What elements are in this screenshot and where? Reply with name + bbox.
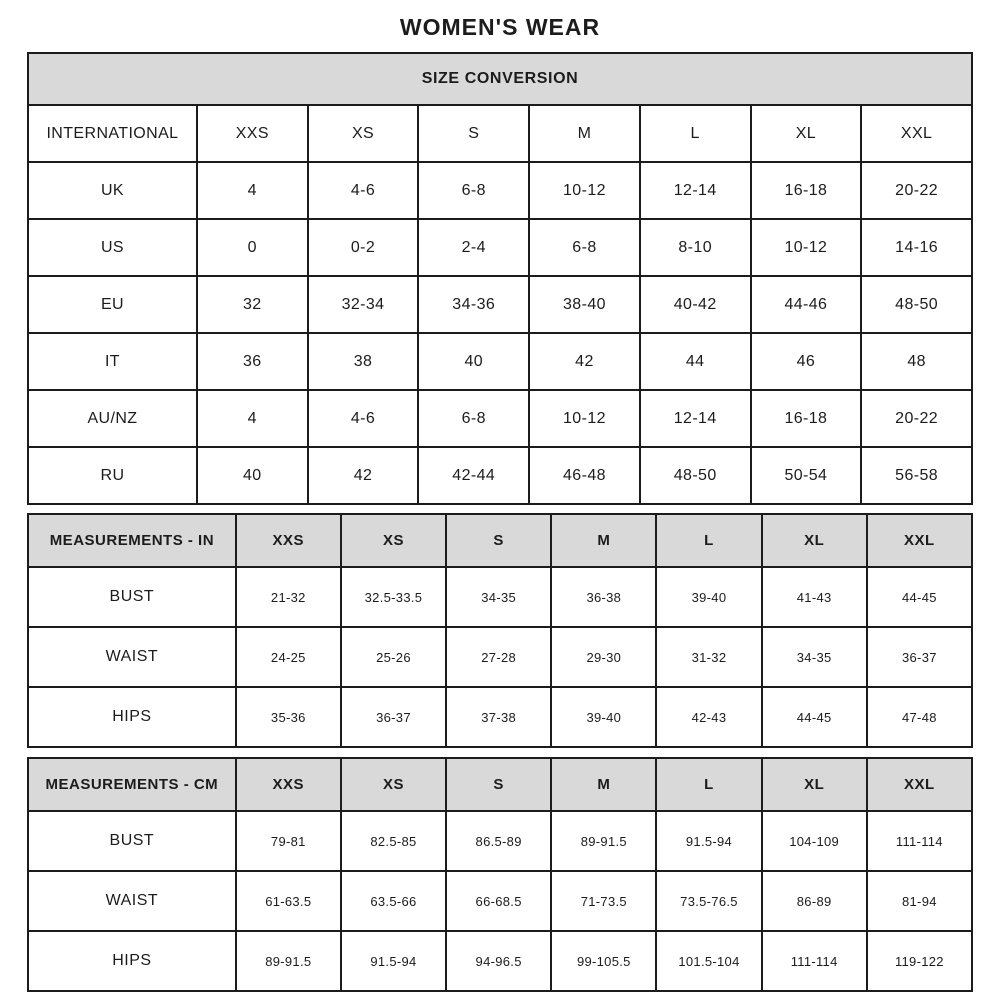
measurements-cm-table: [27, 757, 973, 992]
measurement-cell: 111-114: [762, 931, 867, 991]
column-header-m: M: [529, 105, 640, 162]
column-header-m: M: [551, 758, 656, 811]
measurements-in-title: MEASUREMENTS - IN: [28, 514, 236, 567]
column-header-xs: XS: [341, 758, 446, 811]
size-conversion-banner: SIZE CONVERSION: [28, 53, 972, 105]
table-row-hips-in: [28, 687, 972, 747]
measurement-cell: 63.5-66: [341, 871, 446, 931]
row-label-bust: BUST: [28, 811, 236, 871]
measurement-cell: 34-35: [762, 627, 867, 687]
size-cell: 48-50: [861, 276, 972, 333]
size-cell: 20-22: [861, 162, 972, 219]
size-cell: 46-48: [529, 447, 640, 504]
measurement-cell: 79-81: [236, 811, 341, 871]
size-cell: 32: [197, 276, 308, 333]
measurement-cell: 61-63.5: [236, 871, 341, 931]
measurement-cell: 42-43: [656, 687, 761, 747]
measurement-cell: 44-45: [762, 687, 867, 747]
table-row-waist-cm: [28, 871, 972, 931]
column-header-international: INTERNATIONAL: [28, 105, 197, 162]
measurement-cell: 99-105.5: [551, 931, 656, 991]
measurement-cell: 21-32: [236, 567, 341, 627]
measurement-cell: 36-38: [551, 567, 656, 627]
size-cell: 10-12: [529, 162, 640, 219]
size-cell: 40: [197, 447, 308, 504]
size-cell: 38: [308, 333, 419, 390]
size-cell: 4-6: [308, 162, 419, 219]
measurement-cell: 34-35: [446, 567, 551, 627]
measurement-cell: 86.5-89: [446, 811, 551, 871]
size-cell: 42: [308, 447, 419, 504]
column-header-s: S: [446, 514, 551, 567]
size-cell: 14-16: [861, 219, 972, 276]
table-row-hips-cm: [28, 931, 972, 991]
row-label-waist: WAIST: [28, 871, 236, 931]
table-row-us: [28, 219, 972, 276]
measurement-cell: 24-25: [236, 627, 341, 687]
size-cell: 4: [197, 390, 308, 447]
column-header-xl: XL: [751, 105, 862, 162]
size-cell: 4: [197, 162, 308, 219]
column-header-xxl: XXL: [867, 514, 972, 567]
column-header-l: L: [656, 514, 761, 567]
measurement-cell: 36-37: [867, 627, 972, 687]
size-cell: 8-10: [640, 219, 751, 276]
row-label-us: US: [28, 219, 197, 276]
column-header-row: [28, 105, 972, 162]
column-header-xxs: XXS: [236, 514, 341, 567]
measurement-cell: 31-32: [656, 627, 761, 687]
measurement-cell: 66-68.5: [446, 871, 551, 931]
measurement-cell: 101.5-104: [656, 931, 761, 991]
size-cell: 16-18: [751, 162, 862, 219]
column-header-xxl: XXL: [861, 105, 972, 162]
page-title: WOMEN'S WEAR: [399, 14, 601, 40]
row-label-hips: HIPS: [28, 687, 236, 747]
measurement-cell: 39-40: [551, 687, 656, 747]
table-row-aunz: [28, 390, 972, 447]
size-cell: 38-40: [529, 276, 640, 333]
table-row-eu: [28, 276, 972, 333]
size-cell: 46: [751, 333, 862, 390]
measurement-cell: 44-45: [867, 567, 972, 627]
measurement-cell: 41-43: [762, 567, 867, 627]
measurement-cell: 29-30: [551, 627, 656, 687]
measurement-cell: 104-109: [762, 811, 867, 871]
measurement-cell: 25-26: [341, 627, 446, 687]
size-cell: 42-44: [418, 447, 529, 504]
measurement-cell: 32.5-33.5: [341, 567, 446, 627]
size-cell: 6-8: [418, 390, 529, 447]
size-cell: 44: [640, 333, 751, 390]
size-cell: 0: [197, 219, 308, 276]
size-cell: 10-12: [751, 219, 862, 276]
column-header-l: L: [656, 758, 761, 811]
size-cell: 10-12: [529, 390, 640, 447]
size-cell: 40: [418, 333, 529, 390]
size-cell: 40-42: [640, 276, 751, 333]
row-label-waist: WAIST: [28, 627, 236, 687]
measurement-cell: 39-40: [656, 567, 761, 627]
size-cell: 12-14: [640, 390, 751, 447]
measurement-cell: 27-28: [446, 627, 551, 687]
measurements-cm-header-row: [28, 758, 972, 811]
size-cell: 44-46: [751, 276, 862, 333]
size-cell: 20-22: [861, 390, 972, 447]
row-label-hips: HIPS: [28, 931, 236, 991]
size-cell: 4-6: [308, 390, 419, 447]
measurements-cm-title: MEASUREMENTS - CM: [28, 758, 236, 811]
table-row-waist-in: [28, 627, 972, 687]
table-row-it: [28, 333, 972, 390]
measurement-cell: 36-37: [341, 687, 446, 747]
size-cell: 34-36: [418, 276, 529, 333]
size-cell: 6-8: [529, 219, 640, 276]
column-header-xxs: XXS: [236, 758, 341, 811]
size-conversion-table: [27, 52, 973, 505]
size-cell: 42: [529, 333, 640, 390]
row-label-aunz: AU/NZ: [28, 390, 197, 447]
row-label-it: IT: [28, 333, 197, 390]
size-cell: 50-54: [751, 447, 862, 504]
column-header-xxs: XXS: [197, 105, 308, 162]
measurement-cell: 71-73.5: [551, 871, 656, 931]
table-row-ru: [28, 447, 972, 504]
size-cell: 32-34: [308, 276, 419, 333]
measurement-cell: 35-36: [236, 687, 341, 747]
measurements-in-header-row: [28, 514, 972, 567]
size-cell: 36: [197, 333, 308, 390]
measurement-cell: 81-94: [867, 871, 972, 931]
measurement-cell: 47-48: [867, 687, 972, 747]
measurement-cell: 119-122: [867, 931, 972, 991]
column-header-s: S: [446, 758, 551, 811]
column-header-m: M: [551, 514, 656, 567]
size-cell: 6-8: [418, 162, 529, 219]
table-row-bust-cm: [28, 811, 972, 871]
measurement-cell: 91.5-94: [656, 811, 761, 871]
table-row-uk: [28, 162, 972, 219]
size-cell: 48-50: [640, 447, 751, 504]
measurement-cell: 91.5-94: [341, 931, 446, 991]
measurement-cell: 89-91.5: [551, 811, 656, 871]
column-header-xl: XL: [762, 758, 867, 811]
measurement-cell: 82.5-85: [341, 811, 446, 871]
column-header-xs: XS: [308, 105, 419, 162]
size-cell: 16-18: [751, 390, 862, 447]
measurement-cell: 37-38: [446, 687, 551, 747]
row-label-uk: UK: [28, 162, 197, 219]
column-header-xxl: XXL: [867, 758, 972, 811]
measurements-in-table: [27, 513, 973, 748]
size-cell: 56-58: [861, 447, 972, 504]
size-cell: 12-14: [640, 162, 751, 219]
row-label-ru: RU: [28, 447, 197, 504]
table-row-bust-in: [28, 567, 972, 627]
column-header-s: S: [418, 105, 529, 162]
column-header-xl: XL: [762, 514, 867, 567]
measurement-cell: 111-114: [867, 811, 972, 871]
size-cell: 2-4: [418, 219, 529, 276]
row-label-bust: BUST: [28, 567, 236, 627]
column-header-l: L: [640, 105, 751, 162]
size-cell: 48: [861, 333, 972, 390]
row-label-eu: EU: [28, 276, 197, 333]
measurement-cell: 89-91.5: [236, 931, 341, 991]
column-header-xs: XS: [341, 514, 446, 567]
measurement-cell: 86-89: [762, 871, 867, 931]
measurement-cell: 73.5-76.5: [656, 871, 761, 931]
measurement-cell: 94-96.5: [446, 931, 551, 991]
size-cell: 0-2: [308, 219, 419, 276]
table-banner-row: [28, 53, 972, 105]
